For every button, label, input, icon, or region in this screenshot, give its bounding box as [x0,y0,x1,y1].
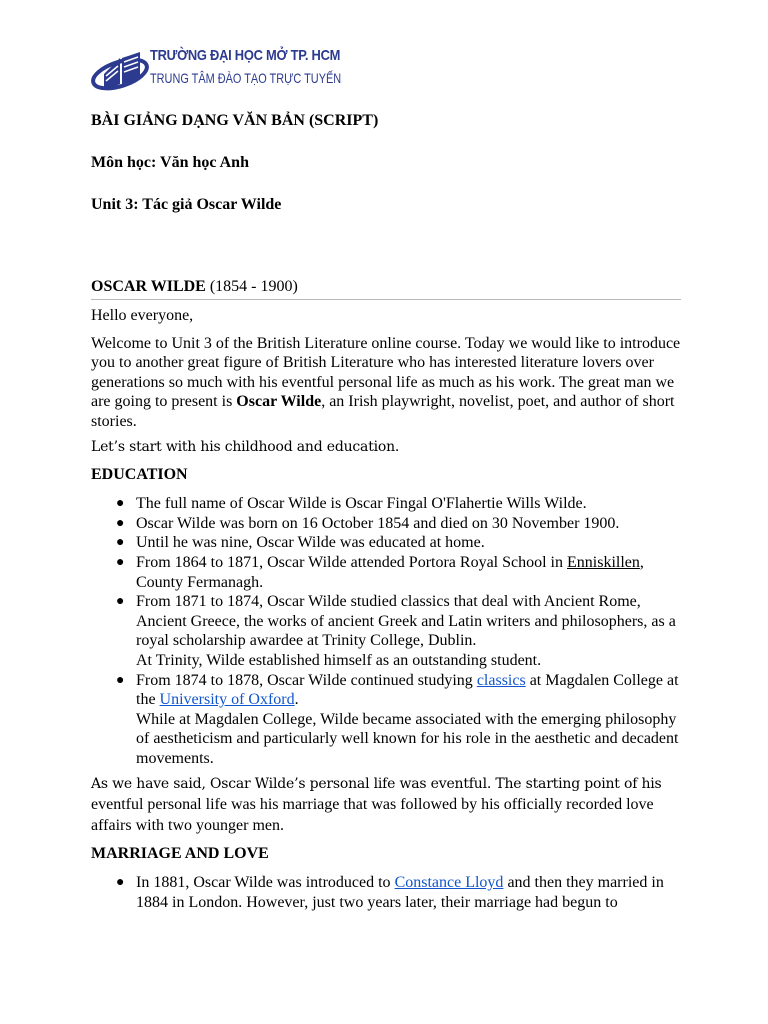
welcome-text-2: , an Irish playwright, novelist, poet, and author of short stories. [91,393,675,430]
bullet-icon: ● [116,554,125,570]
list-item-text: From 1864 to 1871, Oscar Wilde attended Portora Royal School in [136,553,567,571]
constance-lloyd-link[interactable]: Constance Lloyd [394,874,504,892]
oxford-link[interactable]: University of Oxford [159,691,295,709]
list-item-text: Until he was nine, Oscar Wilde was educated at home. [136,534,485,552]
lecture-title: BÀI GIẢNG DẠNG VĂN BẢN (SCRIPT) [91,112,379,129]
logo-center-name: TRUNG TÂM ĐÀO TẠO TRỰC TUYẾN [150,70,342,86]
list-item-text: at Magdalen College at the [136,671,679,709]
transition-paragraph [91,775,681,836]
list-item [116,533,681,553]
bullet-icon: ● [116,515,125,531]
education-list [91,494,681,768]
document-body [91,106,681,912]
list-item-text: , County Fermanagh. [136,553,644,591]
enniskillen-link[interactable]: Enniskillen [567,553,640,571]
list-item-text: and then they married in 1884 in London. However, just two years later, their marriage had begun to [136,874,664,911]
list-item-text: From 1874 to 1878, Oscar Wilde continued studying [136,671,477,689]
section-heading [91,277,681,300]
list-item-text: Oscar Wilde was born on 16 October 1854 and died on 30 November 1900. [136,514,620,532]
subject-line: Môn học: Văn học Anh [91,154,249,171]
book-swoosh-icon [90,44,152,98]
list-item-text: In 1881, Oscar Wilde was introduced to [136,874,395,892]
bullet-icon: ● [116,875,125,891]
list-item [116,873,681,912]
lets-start-paragraph: Let’s start with his childhood and education. [91,438,400,455]
list-item [116,553,681,592]
classics-link[interactable]: classics [476,671,526,689]
bullet-icon: ● [116,594,125,610]
list-item-text: From 1871 to 1874, Oscar Wilde studied classics that deal with Ancient Rome, Ancient Greece, the works of ancient Greek and Latin writers and philosophers, as a royal scholarship awardee at Trinity College, Dublin. [136,593,676,650]
logo-university-name: TRƯỜNG ĐẠI HỌC MỞ TP. HCM [150,47,341,64]
list-item [116,514,681,534]
university-logo [90,44,342,98]
list-item-extra: At Trinity, Wilde established himself as an outstanding student. [136,651,542,669]
greeting-paragraph: Hello everyone, [91,307,194,324]
list-item-text: The full name of Oscar Wilde is Oscar Fingal O'Flahertie Wills Wilde. [136,495,587,513]
marriage-list [91,873,681,912]
section-heading-name: OSCAR WILDE [91,278,206,295]
list-item [116,592,681,670]
transition-rest: eventful personal life was his marriage that was followed by his officially recorded love affairs with two younger men. [91,796,654,834]
list-item [116,494,681,514]
list-item-extra: While at Magdalen College, Wilde became associated with the emerging philosophy of aestheticism and particularly well known for his role in the aesthetic and decadent movements. [136,710,679,767]
education-heading: EDUCATION [91,466,188,484]
section-heading-years: (1854 - 1900) [205,278,298,295]
bullet-icon: ● [116,535,125,551]
marriage-heading: MARRIAGE AND LOVE [91,845,269,863]
bullet-icon: ● [116,496,125,512]
list-item [116,671,681,769]
welcome-bold-name: Oscar Wilde [236,393,322,411]
welcome-text-1: Welcome to Unit 3 of the British Literature online course. Today we would like to introduce you to another great figure of British Literature who has interested literature lovers over generations so much with his eventful personal life as much as his work. The great man we are going to present is [91,334,681,411]
transition-start: As we have said, Oscar Wilde’s personal life was eventful. The starting point of his [91,776,662,793]
welcome-paragraph [91,334,681,432]
list-item-text: . [294,691,299,709]
bullet-icon: ● [116,672,125,688]
unit-line: Unit 3: Tác giả Oscar Wilde [91,196,282,213]
